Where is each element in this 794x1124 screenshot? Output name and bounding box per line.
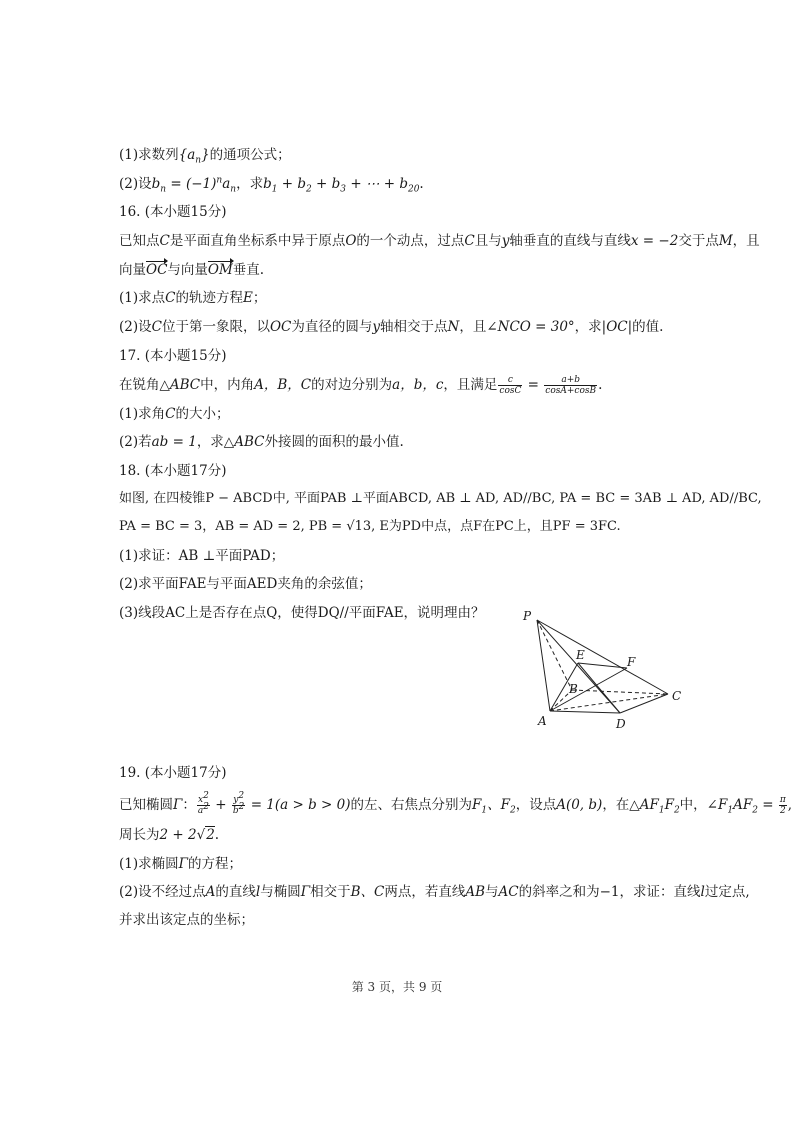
- q16-stem-line2: 向量OC与向量OM垂直.: [119, 262, 265, 278]
- q16-header: 16. (本小题15分): [119, 204, 227, 220]
- q18-part1: (1)求证：AB ⊥平面PAD；: [119, 548, 285, 564]
- q17-part1: (1)求角C的大小；: [119, 406, 230, 422]
- fig-label-d: D: [616, 717, 626, 731]
- q18-stem-line2: PA = BC = 3，AB = AD = 2, PB = √13, E为PD中点，点F在PC上，且PF = 3FC.: [119, 519, 621, 534]
- q15-part1: (1)求数列$\{a_n\}$的通项公式；: [119, 147, 291, 166]
- q19-header: 19. (本小题17分): [119, 765, 227, 781]
- q17-stem: 在锐角△ABC中，内角A，B，C的对边分别为a，b，c，且满足 $\frac{c}{\cos C}$ = $\frac{a+b}{\cos A+\cos B}$ .: [119, 375, 603, 396]
- q18-part3: (3)线段AC上是否存在点Q，使得DQ//平面FAE，说明理由？: [119, 605, 485, 621]
- fig-label-e: E: [576, 648, 585, 662]
- q19-part2-line2: 并求出该定点的坐标；: [119, 912, 254, 928]
- fig-label-a: A: [538, 714, 547, 728]
- q19-part2-line1: (2)设不经过点A的直线l与椭圆Γ相交于B、C两点，若直线AB与AC的斜率之和为−1，求证：直线l过定点,: [119, 884, 750, 900]
- fig-label-b: B: [569, 682, 578, 696]
- fig-label-c: C: [672, 689, 682, 703]
- q19-part1: (1)求椭圆Γ的方程；: [119, 856, 242, 872]
- page-footer: 第 3 页，共 9 页: [351, 980, 443, 994]
- q18-stem-line1: 如图, 在四棱锥P − ABCD中, 平面PAB ⊥平面ABCD, AB ⊥ AD, AD//BC, PA = BC = 3AB ⊥ AD, AD//BC,: [119, 491, 762, 506]
- q15-part2: (2)设$b_n = (-1)^na_n$，求$b_1 + b_2 + b_3$ + ⋯ + $b_{20}$.: [119, 175, 424, 195]
- q19-stem-line2: 周长为2 + 2√2.: [119, 827, 220, 843]
- pyramid-figure: [520, 608, 690, 736]
- q16-stem-line1: 已知点C是平面直角坐标系中异于原点O的一个动点，过点C且与y轴垂直的直线与直线x = −2交于点M，且: [119, 233, 760, 249]
- q18-header: 18. (本小题17分): [119, 463, 227, 479]
- q18-part2: (2)求平面FAE与平面AED夹角的余弦值；: [119, 576, 372, 592]
- q16-part1: (1)求点C的轨迹方程E；: [119, 290, 267, 306]
- fig-label-p: P: [523, 609, 532, 623]
- fig-label-f: F: [627, 655, 636, 669]
- q17-part2: (2)若ab = 1，求△ABC外接圆的面积的最小值.: [119, 434, 404, 450]
- q19-stem-line1: 已知椭圆Γ： $\frac{x^2}{a^2}$ + $\frac{y^2}{b^2}$ = 1(a > b > 0)的左、右焦点分别为$F_1$、$F_2$，设点A(0, b)，在$\triangle AF_1F_2$中，$\angle F_1AF_2$ = $\frac{\pi}{2}$ ,: [119, 791, 793, 816]
- q17-header: 17. (本小题15分): [119, 348, 227, 364]
- q16-part2: (2)设C位于第一象限，以OC为直径的圆与y轴相交于点N，且∠NCO = 30°，求|OC|的值.: [119, 319, 664, 335]
